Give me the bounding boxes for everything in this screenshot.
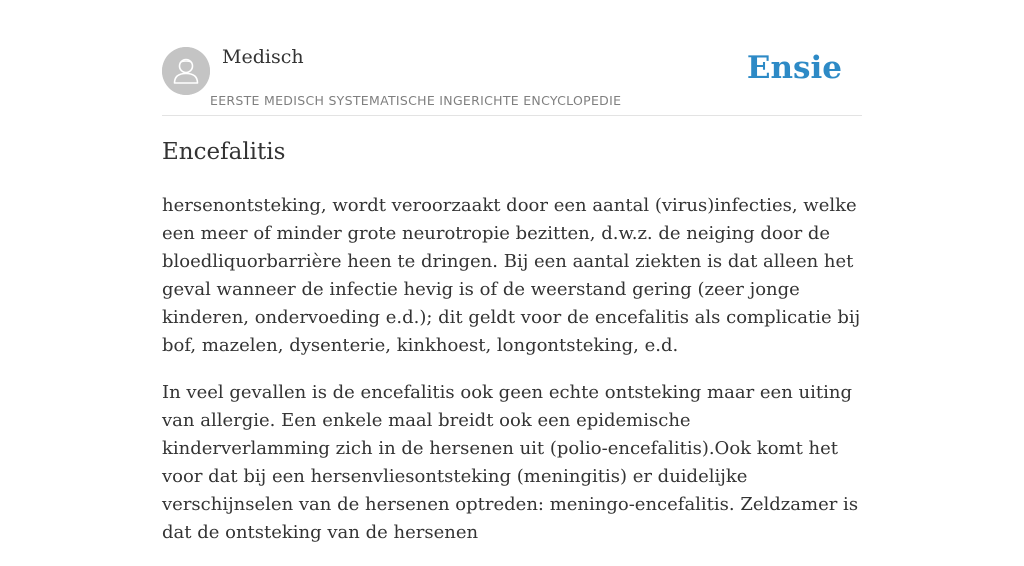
article-body xyxy=(162,192,862,566)
article-paragraph: hersenontsteking, wordt veroorzaakt door een aantal (virus)infecties, welke een meer of minder grote neurotropie bezitten, d.w.z. de neiging door de bloedliquorbarrière heen te dringen. Bij een aantal ziekten is dat alleen het geval wanneer de infectie hevig is of de weerstand gering (zeer jonge kinderen, ondervoeding e.d.); dit geldt voor de encefalitis als complicatie bij bof, mazelen, dysenterie, kinkhoest, longontsteking, e.d. xyxy=(162,195,861,356)
article-header xyxy=(162,0,862,116)
ensie-logo-link[interactable]: Ensie xyxy=(746,50,842,86)
article-paragraph: In veel gevallen is de encefalitis ook geen echte ontsteking maar een uiting van allergie. Een enkele maal breidt ook een epidemische kinderverlamming zich in de hersenen uit (polio-encefalitis).Ook komt het voor dat bij een hersenvliesontsteking (meningitis) er duidelijke verschijnselen van de hersenen optreden: meningo-encefalitis. Zeldzamer is dat de ontsteking van de hersenen xyxy=(162,382,859,543)
content-container xyxy=(162,0,862,543)
user-avatar-icon[interactable] xyxy=(162,47,210,95)
source-name-link[interactable]: Medisch xyxy=(222,46,304,68)
article-title: Encefalitis xyxy=(162,139,286,165)
user-silhouette-icon xyxy=(162,47,210,95)
source-subtitle: EERSTE MEDISCH SYSTEMATISCHE INGERICHTE ENCYCLOPEDIE xyxy=(210,93,622,108)
